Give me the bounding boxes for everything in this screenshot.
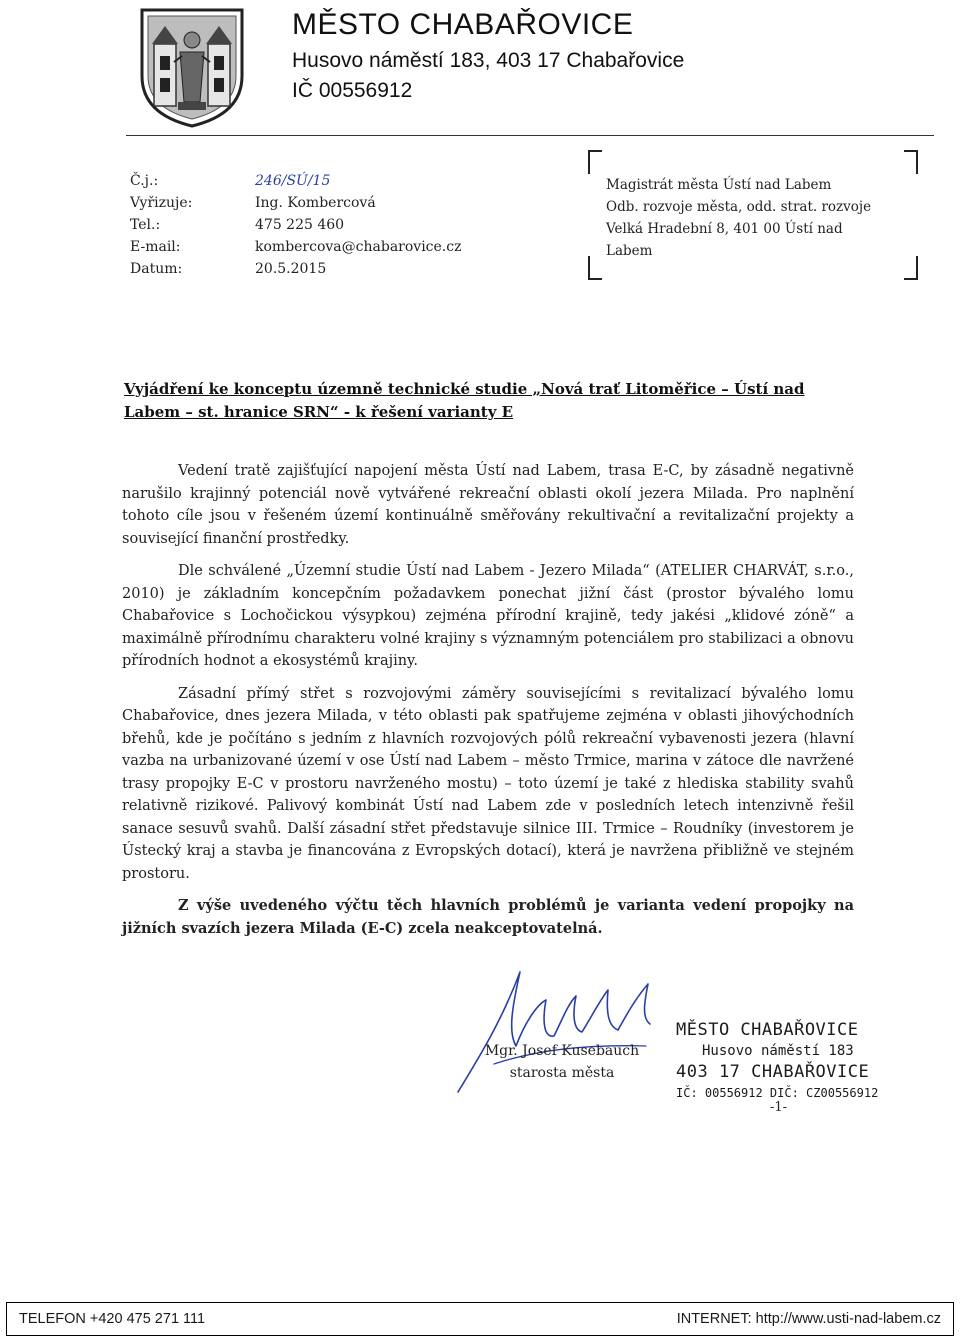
footer-phone: TELEFON +420 475 271 111 [19, 1311, 206, 1327]
stamp-line: MĚSTO CHABAŘOVICE [676, 1020, 859, 1040]
reference-row [130, 214, 461, 236]
addressee-line: Odb. rozvoje města, odd. strat. rozvoje [606, 199, 872, 215]
page-footer [6, 1302, 954, 1336]
body-paragraph: Dle schválené „Územní studie Ústí nad Labem - Jezero Milada“ (ATELIER CHARVÁT, s.r.o., 2010) je základním koncepčním požadavkem ponechat jižní část (prostor bývalého lomu Chabařovice s Lochočickou výsypkou) zejména přírodní krajině, tedy jakési „klidové zóně“ a maximálně přírodnímu charakteru volné krajiny s významným potenciálem pro stabilizaci a obnovu přírodních hodnot a ekosystémů krajiny. [122, 563, 854, 669]
addressee-box [588, 150, 918, 280]
footer-internet: INTERNET: http://www.usti-nad-labem.cz [676, 1311, 941, 1327]
page-number: -1- [770, 1100, 788, 1115]
town-address: Husovo náměstí 183, 403 17 Chabařovice [292, 49, 685, 72]
reference-value: 475 225 460 [255, 217, 345, 233]
addressee-text [606, 174, 916, 262]
stamp-line: 403 17 CHABAŘOVICE [676, 1062, 870, 1082]
reference-block [130, 170, 461, 280]
conclusion-paragraph: Z výše uvedeného výčtu těch hlavních problémů je varianta vedení propojky na jižních svazích jezera Milada (E-C) zcela neakceptovatelná. [122, 897, 854, 937]
stamp-line: Husovo náměstí 183 [702, 1043, 854, 1059]
reference-row [130, 192, 461, 214]
reference-row [130, 236, 461, 258]
reference-value: 20.5.2015 [255, 261, 327, 277]
letter-subject: Vyjádření ke konceptu územně technické studie „Nová trať Litoměřice – Ústí nad Labem – st. hranice SRN“ - k řešení varianty E [124, 380, 805, 421]
reference-label: Č.j.: [130, 173, 159, 189]
letter-body [122, 460, 854, 950]
reference-value: Ing. Kombercová [255, 195, 376, 211]
signer-name: Mgr. Josef Kusebauch [484, 1043, 640, 1059]
reference-label: E-mail: [130, 239, 181, 255]
reference-row [130, 170, 461, 192]
town-ic: IČ 00556912 [292, 79, 413, 102]
reference-label: Tel.: [130, 217, 161, 233]
reference-row [130, 258, 461, 280]
addressee-line: Velká Hradební 8, 401 00 Ústí nad [606, 221, 843, 237]
body-paragraph: Vedení tratě zajišťující napojení města Ústí nad Labem, trasa E-C, by zásadně negativně narušilo krajinný potenciál nově vytvářené rekreační oblasti okolí jezera Milada. Pro naplnění tohoto cíle jsou v řešeném území kontinuálně směřovány rekultivační a revitalizační projekty a související finanční prostředky. [122, 463, 854, 547]
town-name: MĚSTO CHABAŘOVICE [292, 8, 634, 41]
signer-block [462, 1040, 662, 1084]
addressee-line: Magistrát města Ústí nad Labem [606, 177, 832, 193]
town-stamp [676, 1020, 878, 1104]
bracket-corner [588, 256, 602, 280]
bracket-corner [904, 150, 918, 174]
reference-label: Datum: [130, 261, 183, 277]
body-paragraph: Zásadní přímý střet s rozvojovými záměry souvisejícími s revitalizací bývalého lomu Chabařovice, dnes jezera Milada, v této oblasti pak spatřujeme zejména v oblasti jihovýchodních břehů, kde je počítáno s jedním z hlavních rozvojových pólů rekreační vybavenosti jezera (hlavní vazba na urbanizované území v ose Ústí nad Labem – město Trmice, marina v zátoce dle navržené trasy propojky E-C v prostoru navrženého mostu) – toto území je také z hlediska stability svahů relativně rizikové. Palivový kombinát Ústí nad Labem zde v posledních letech intenzivně řešil sanace sesuvů svahů. Další zásadní střet představuje silnice III. Trmice – Roudníky (investorem je Ústecký kraj a stavba je financována z Evropských dotací), která je navržena přibližně ve stejném prostoru. [122, 685, 854, 882]
header-divider [126, 135, 934, 136]
stamp-line: IČ: 00556912 DIČ: CZ00556912 [676, 1086, 879, 1100]
bracket-corner [588, 150, 602, 174]
reference-value: kombercova@chabarovice.cz [255, 239, 462, 255]
reference-label: Vyřizuje: [130, 195, 193, 211]
addressee-line: Labem [606, 243, 653, 259]
signer-role: starosta města [509, 1065, 615, 1081]
town-coat-of-arms [138, 6, 246, 130]
reference-value: 246/SÚ/15 [255, 173, 331, 189]
